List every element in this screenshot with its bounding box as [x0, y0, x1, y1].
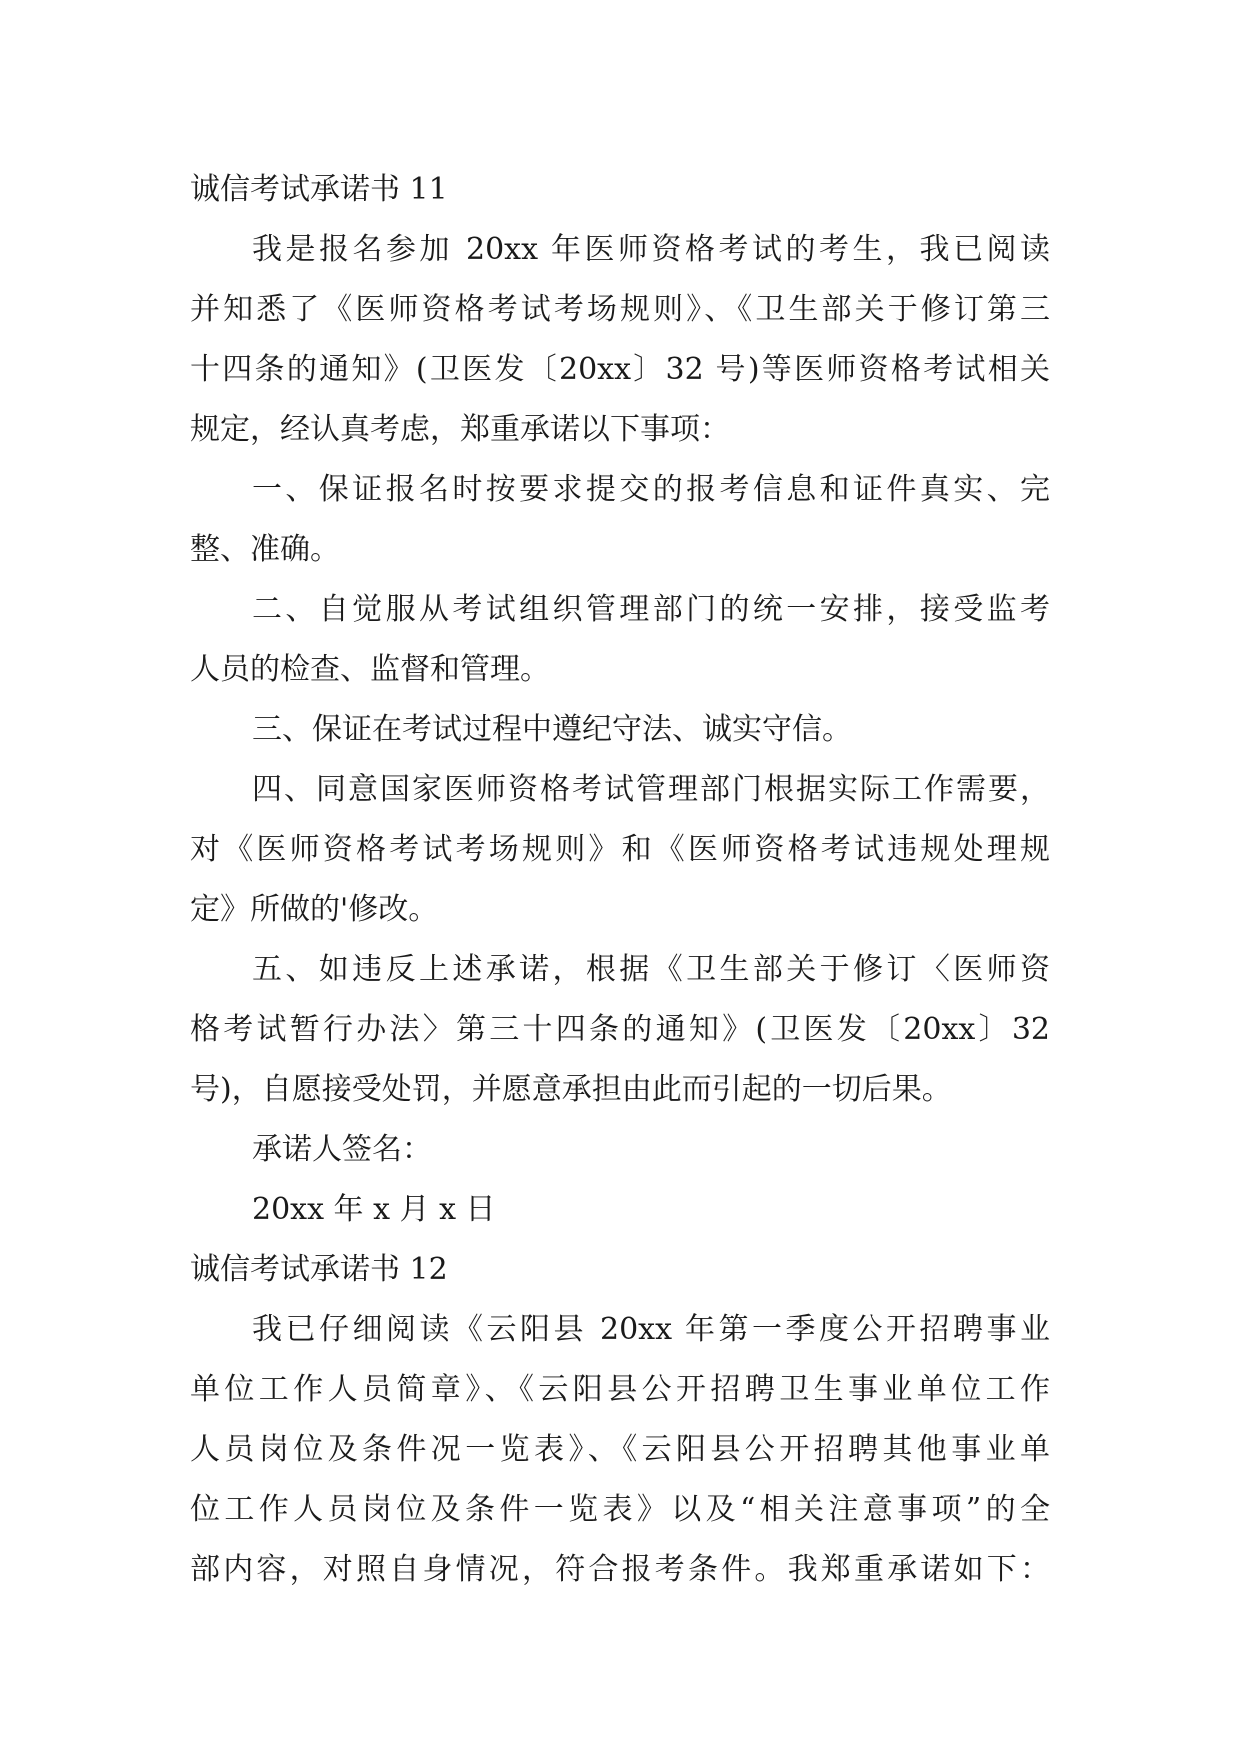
paragraph-line: 规定，经认真考虑，郑重承诺以下事项： — [190, 412, 730, 447]
paragraph-line: 人员岗位及条件况一览表》、《云阳县公开招聘其他事业单 — [190, 1432, 1050, 1467]
paragraph-line: 定》所做的'修改。 — [190, 892, 439, 927]
paragraph-line: 我已仔细阅读《云阳县 20xx 年第一季度公开招聘事业 — [252, 1312, 1050, 1347]
paragraph-line: 五、如违反上述承诺，根据《卫生部关于修订〈医师资 — [252, 952, 1050, 987]
paragraph-line: 四、同意国家医师资格考试管理部门根据实际工作需要， — [252, 772, 1050, 807]
date-line: 20xx 年 x 月 x 日 — [252, 1192, 496, 1227]
paragraph-line: 单位工作人员简章》、《云阳县公开招聘卫生事业单位工作 — [190, 1372, 1050, 1407]
paragraph-line: 二、自觉服从考试组织管理部门的统一安排，接受监考 — [252, 592, 1050, 627]
paragraph-line: 部内容，对照自身情况，符合报考条件。我郑重承诺如下： — [190, 1552, 1050, 1587]
document-body — [190, 160, 1050, 1600]
paragraph-line: 整、准确。 — [190, 532, 340, 567]
paragraph-line: 位工作人员岗位及条件一览表》以及“相关注意事项”的全 — [190, 1492, 1050, 1527]
paragraph-line: 并知悉了《医师资格考试考场规则》、《卫生部关于修订第三 — [190, 292, 1050, 327]
paragraph-line: 十四条的通知》(卫医发〔20xx〕32 号)等医师资格考试相关 — [190, 352, 1050, 387]
paragraph-line: 格考试暂行办法〉第三十四条的通知》(卫医发〔20xx〕32 — [190, 1012, 1050, 1047]
paragraph-line: 对《医师资格考试考场规则》和《医师资格考试违规处理规 — [190, 832, 1050, 867]
paragraph-line: 人员的检查、监督和管理。 — [190, 652, 550, 687]
paragraph-line: 我是报名参加 20xx 年医师资格考试的考生，我已阅读 — [252, 232, 1050, 267]
paragraph-line: 三、保证在考试过程中遵纪守法、诚实守信。 — [252, 712, 852, 747]
signature-label: 承诺人签名： — [252, 1132, 432, 1167]
paragraph-line: 号)，自愿接受处罚，并愿意承担由此而引起的一切后果。 — [190, 1072, 952, 1107]
section-title-11: 诚信考试承诺书 11 — [190, 172, 448, 207]
paragraph-line: 一、保证报名时按要求提交的报考信息和证件真实、完 — [252, 472, 1050, 507]
section-title-12: 诚信考试承诺书 12 — [190, 1252, 448, 1287]
